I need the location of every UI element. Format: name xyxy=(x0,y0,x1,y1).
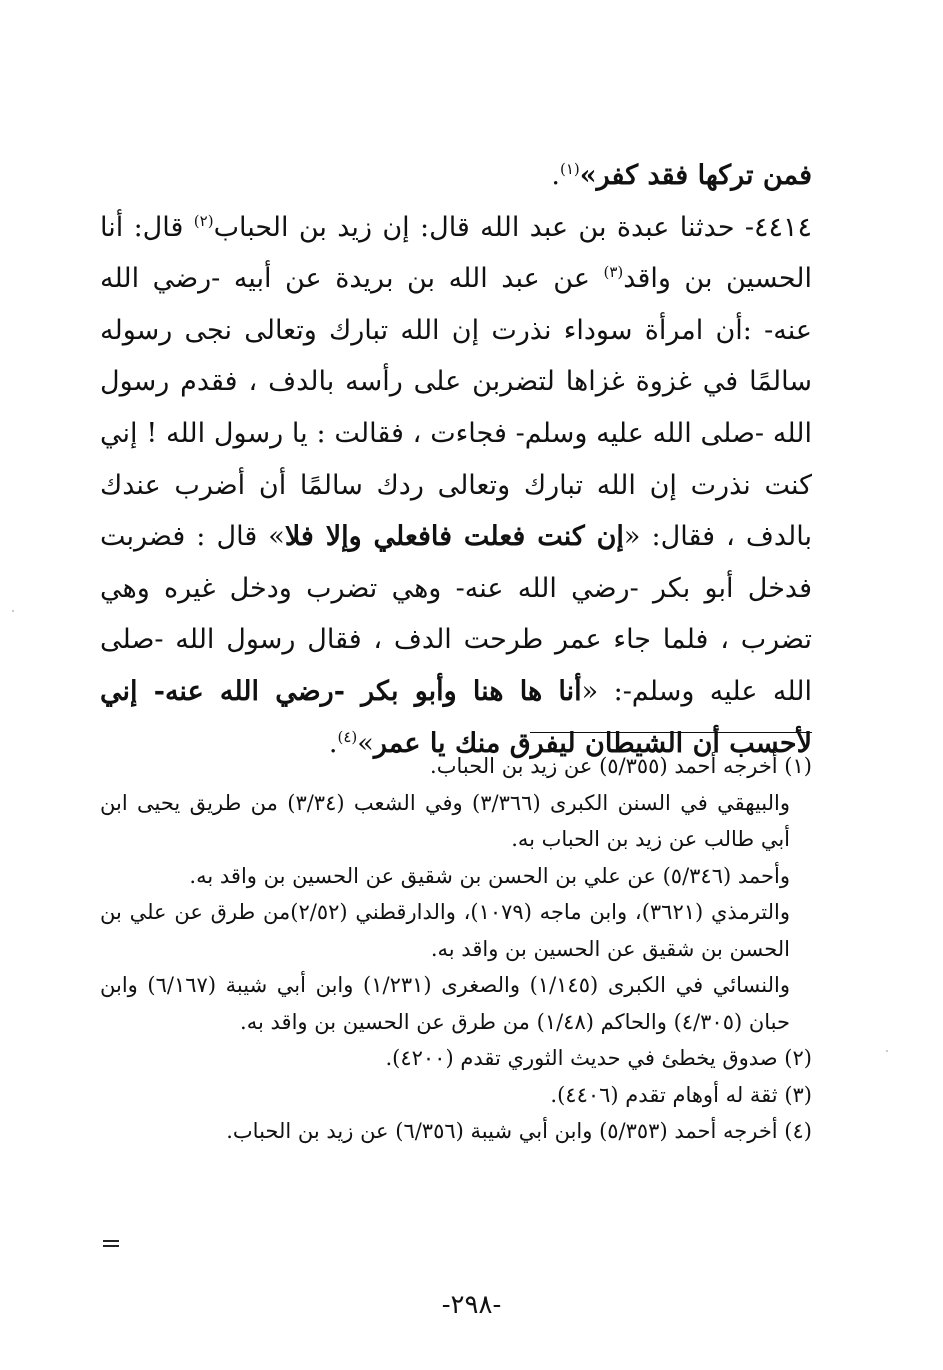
footnotes xyxy=(100,748,812,1150)
prophet-saying-bold-2: أنا ها هنا وأبو بكر -رضي الله عنه- إني لأحسب أن الشيطان ليفرق منك يا عمر xyxy=(100,675,812,759)
period: . xyxy=(328,727,338,759)
footnote-1-source-bayhaqi: والبيهقي في السنن الكبرى (٣/٣٦٦) وفي الشعب (٣/٣٤) من طريق يحيى ابن أبي طالب عن زيد بن الحباب به. xyxy=(100,790,790,851)
footnote-divider xyxy=(530,732,812,733)
main-text xyxy=(100,150,812,769)
footnote-ref-4[interactable]: (٤) xyxy=(337,727,358,746)
scan-speck xyxy=(886,1050,888,1052)
quote-close: » xyxy=(357,727,374,759)
footnote-1-source-nasai: والنسائي في الكبرى (١/١٤٥) والصغرى (١/٢٣١) وابن أبي شيبة (٦/١٦٧) وابن حبان (٤/٣٠٥) والحاكم (١/٤٨) من طرق عن الحسين بن واقد به. xyxy=(100,973,790,1034)
hadith-paragraph xyxy=(100,202,812,770)
footnote-2: (٢) صدوق يخطئ في حديث الثوري تقدم (٤٢٠٠). xyxy=(385,1046,812,1070)
opening-line xyxy=(100,150,812,202)
prophet-saying-bold-1: إن كنت فعلت فافعلي وإلا فلا xyxy=(284,521,624,553)
page-number: -٢٩٨- xyxy=(441,1290,502,1320)
isnad-text-cont: قال: أنا الحسين بن واقد xyxy=(100,211,812,295)
footnote-ref-3[interactable]: (٣) xyxy=(603,263,624,282)
footnote-ref-1[interactable]: (١) xyxy=(559,160,580,178)
matn-text-cont: » قال : فضربت فدخل أبو بكر -رضي الله عنه- وهي تضرب ودخل غيره وهي تضرب ، فلما جاء عمر طرحت الدف ، فقال رسول الله -صلى الله عليه وسلم-: « xyxy=(100,521,812,707)
matn-text: عن عبد الله بن بريدة عن أبيه -رضي الله عنه- :أن امرأة سوداء نذرت إن الله تبارك وتعالى نجى رسوله سالمًا في غزوة غزاها لتضربن على رأسه بالدف ، فقدم رسول الله -صلى الله عليه وسلم- فجاءت ، فقالت : يا رسول الله ! إني كنت نذرت إن الله تبارك وتعالى ردك سالمًا أن أضرب عندك بالدف ، فقال: « xyxy=(100,263,812,553)
scan-speck xyxy=(12,610,14,612)
footnote-1-source-ahmad: وأحمد (٥/٣٤٦) عن علي بن الحسن بن شقيق عن الحسين بن واقد به. xyxy=(189,863,790,888)
footnote-1: (١) أخرجه أحمد (٥/٣٥٥) عن زيد بن الحباب. xyxy=(430,754,812,778)
continuation-mark xyxy=(103,1240,119,1250)
footnote-1-source-tirmidhi: والترمذي (٣٦٢١)، وابن ماجه (١٠٧٩)، والدارقطني (٢/٥٢)من طرق عن علي بن الحسن بن شقيق عن الحسين بن واقد به. xyxy=(100,900,791,961)
period: . xyxy=(551,160,560,191)
hadith-text-bold: فمن تركها فقد كفر» xyxy=(579,160,812,191)
footnote-ref-2[interactable]: (٢) xyxy=(193,211,214,230)
footnote-4: (٤) أخرجه أحمد (٥/٣٥٣) وابن أبي شيبة (٦/٣٥٦) عن زيد بن الحباب. xyxy=(226,1119,812,1143)
isnad-text: ٤٤١٤- حدثنا عبدة بن عبد الله قال: إن زيد بن الحباب xyxy=(213,211,812,243)
footnote-3: (٣) ثقة له أوهام تقدم (٤٤٠٦). xyxy=(550,1082,812,1107)
